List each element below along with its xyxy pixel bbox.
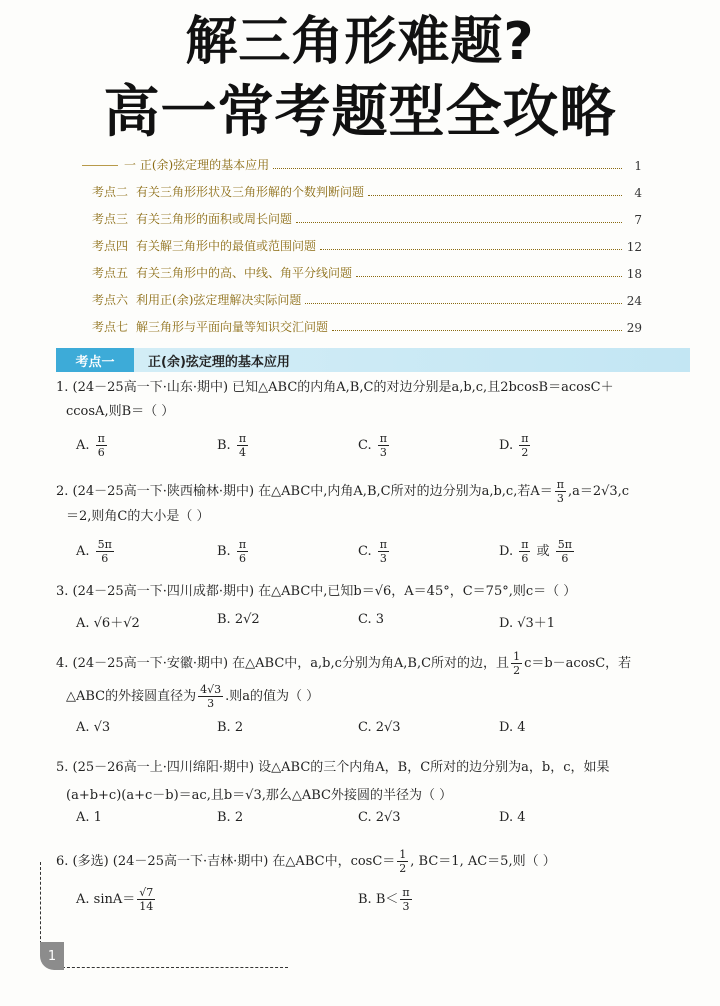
fraction: $\frac{4√3}{3}$ [200,683,222,710]
question-3 [56,580,692,604]
fraction: $\frac{\pi}{6}$ [521,538,529,565]
toc-row[interactable] [92,173,642,200]
question-5 [56,756,692,808]
toc-text: 解三角形与平面向量等知识交汇问题 [136,320,329,334]
fraction: $\frac{5\pi}{6}$ [557,538,572,565]
option-d[interactable]: D. √3＋1 [499,616,556,631]
table-of-contents [92,146,642,335]
option-c[interactable]: C. $\frac{\pi}{3}$ [358,432,387,459]
option-a[interactable]: A. $\frac{\pi}{6}$ [76,432,105,459]
toc-leader [296,222,622,223]
toc-leader [356,276,622,277]
question-4: 4. (24－25高一下·安徽·期中) 在△ABC中，a,b,c分别为角A,B,C所对的边，且 $\frac{1}{2}$ c＝b－acosC，若 △ABC的外接圆直径为 $\frac{4√3}{3}$ .则a的值为（ ） [56,650,632,710]
section-header [56,348,690,372]
fraction: $\frac{1}{2}$ [513,650,521,677]
footer-dashed-line [62,967,288,968]
option-c[interactable]: C. 3 [358,612,385,627]
section-tag: 考点一 [56,348,134,372]
toc-leader [305,303,622,304]
question-stem: ccosA,则B＝（ ） [66,404,175,419]
toc-text: 有关三角形中的高、中线、角平分线问题 [136,266,353,280]
option-d[interactable]: D. $\frac{\pi}{6}$ 或 $\frac{5\pi}{6}$ [499,538,572,565]
toc-label: 考点七 [92,320,129,334]
option-b[interactable]: B. $\frac{\pi}{4}$ [217,432,247,459]
toc-page: 24 [626,294,642,308]
toc-page: 18 [626,267,642,281]
options-q1 [76,432,696,462]
toc-label: 考点五 [92,266,129,280]
toc-label: 考点二 [92,185,129,199]
question-1 [56,376,692,424]
fraction: $\frac{5\pi}{6}$ [97,538,112,565]
fraction: $\frac{√7}{14}$ [139,886,154,913]
options-q5 [76,810,696,834]
fraction: $\frac{\pi}{2}$ [521,432,529,459]
question-stem: △ABC的外接圆直径为 [66,689,197,704]
title-line-1: 解三角形难题? [185,12,535,72]
question-stem: ＝2,则角C的大小是（ ） [66,509,210,524]
toc-row[interactable] [92,146,642,173]
fraction: $\frac{\pi}{3}$ [556,478,564,505]
toc-rule [82,165,118,166]
option-a[interactable]: A. √6＋√2 [76,616,140,631]
question-stem: 5. (25－26高一上·四川绵阳·期中) 设△ABC的三个内角A，B，C所对的边分别为a，b，c，如果 [56,760,610,775]
toc-text: 利用正(余)弦定理解决实际问题 [136,293,302,307]
toc-text: 有关解三角形中的最值或范围问题 [136,239,317,253]
fraction: $\frac{\pi}{3}$ [379,432,387,459]
question-stem: 4. (24－25高一下·安徽·期中) 在△ABC中，a,b,c分别为角A,B,C所对的边，且 [56,656,510,671]
toc-page: 12 [626,240,642,254]
option-a[interactable]: A. 1 [76,810,102,825]
option-b[interactable]: B. $\frac{\pi}{6}$ [217,538,247,565]
fraction: $\frac{\pi}{3}$ [402,886,410,913]
option-b[interactable]: B. 2√2 [217,612,260,627]
toc-text: 有关三角形形状及三角形解的个数判断问题 [136,185,365,199]
option-c[interactable]: C. 2√3 [358,720,401,735]
toc-text: 有关三角形的面积或周长问题 [136,212,293,226]
options-q6 [76,886,696,918]
option-a[interactable]: A. $\frac{5\pi}{6}$ [76,538,112,565]
page-number: 1 [40,942,64,970]
toc-page: 7 [634,213,642,227]
option-d[interactable]: D. $\frac{\pi}{2}$ [499,432,529,459]
toc-page: 1 [634,159,642,173]
toc-row[interactable] [92,227,642,254]
toc-leader [273,168,622,169]
fraction: $\frac{\pi}{6}$ [97,432,105,459]
question-stem: 3. (24－25高一下·四川成都·期中) 在△ABC中,已知b＝√6，A＝45°，C＝75°,则c＝（ ） [56,584,577,599]
option-a[interactable]: A. sinA＝ $\frac{√7}{14}$ [76,886,154,913]
option-d[interactable]: D. 4 [499,720,526,735]
question-stem: 1. (24－25高一下·山东·期中) 已知△ABC的内角A,B,C的对边分别是a,b,c,且2bcosB＝acosC＋ [56,380,614,395]
fraction: $\frac{\pi}{3}$ [379,538,387,565]
toc-leader [320,249,622,250]
question-stem: (a+b+c)(a+c－b)＝ac,且b＝√3,那么△ABC外接圆的半径为（ ） [66,788,453,803]
toc-leader [332,330,622,331]
option-c[interactable]: C. $\frac{\pi}{3}$ [358,538,387,565]
toc-page: 4 [634,186,642,200]
option-c[interactable]: C. 2√3 [358,810,401,825]
fraction: $\frac{\pi}{6}$ [238,538,247,565]
toc-label: 考点四 [92,239,129,253]
margin-dashed-line [40,862,41,944]
toc-row[interactable] [92,254,642,281]
toc-row[interactable] [92,281,642,308]
option-a[interactable]: A. √3 [76,720,111,735]
toc-label: 考点六 [92,293,129,307]
title-line-2: 高一常考题型全攻略 [103,80,617,145]
option-d[interactable]: D. 4 [499,810,526,825]
toc-leader [368,195,622,196]
toc-label: 考点三 [92,212,129,226]
options-q3 [76,612,696,636]
section-name: 正(余)弦定理的基本应用 [148,354,290,370]
toc-row[interactable] [92,200,642,227]
option-b[interactable]: B. B＜ $\frac{\pi}{3}$ [358,886,410,913]
toc-page: 29 [626,321,642,335]
fraction: $\frac{1}{2}$ [399,848,407,875]
options-q2 [76,538,696,568]
toc-first-text: 一 正(余)弦定理的基本应用 [124,158,270,172]
toc-row[interactable] [92,308,642,335]
fraction: $\frac{\pi}{4}$ [238,432,247,459]
question-stem: 6. (多选) (24－25高一下·吉林·期中) 在△ABC中，cosC＝ [56,854,396,869]
question-6: 6. (多选) (24－25高一下·吉林·期中) 在△ABC中，cosC＝ $\frac{1}{2}$ , BC＝1, AC＝5,则（ ） [56,848,556,875]
options-q4 [76,720,696,744]
option-b[interactable]: B. 2 [217,810,244,825]
question-2: 2. (24－25高一下·陕西榆林·期中) 在△ABC中,内角A,B,C所对的边分别为a,b,c,若A＝ $\frac{\pi}{3}$ ,a＝2√3,c ＝2,则角C的大小是（ ） [56,478,692,529]
question-stem: 2. (24－25高一下·陕西榆林·期中) 在△ABC中,内角A,B,C所对的边分别为a,b,c,若A＝ [56,484,553,499]
option-b[interactable]: B. 2 [217,720,244,735]
